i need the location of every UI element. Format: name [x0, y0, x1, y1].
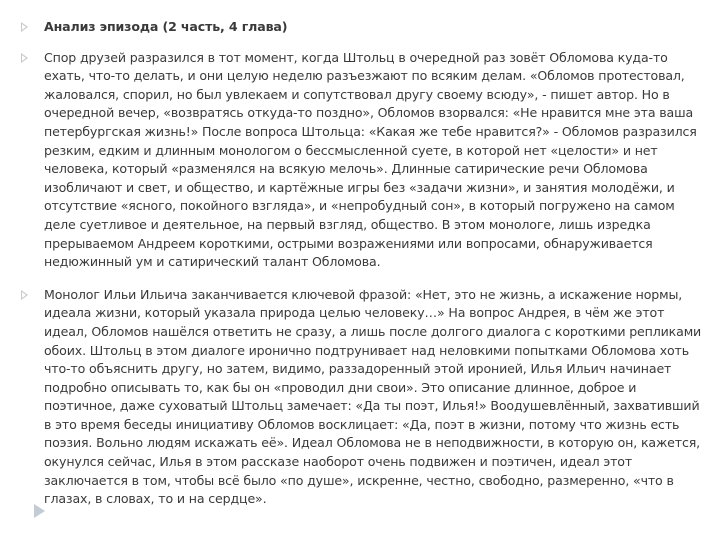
paragraph-2-text: Монолог Ильи Ильича заканчивается ключевой фразой: «Нет, это не жизнь, а искажение нормы, идеала жизни, который указала природа целью человеку…» На вопрос Андрея, в чём же этот идеал, Обломов нашёлся ответить не сразу, а лишь после долгого диалога с короткими репликами обоих. Штольц в этом диалоге иронично подтрунивает над неловкими попытками Обломова хоть что-то объяснить другу, но затем, видимо, раззадоренный этой иронией, Илья Ильич начинает подробно описывать то, как бы он «проводил дни свои». Это описание длинное, доброе и поэтичное, даже суховатый Штольц замечает: «Да ты поэт, Илья!» Воодушевлённый, захвативший в это время беседы инициативу Обломов восклицает: «Да, поэт в жизни, потому что жизнь есть поэзия. Вольно людям искажать её». Идеал Обломова не в неподвижности, в которую он, кажется, окунулся сейчас, Илья в этом рассказе наоборот очень подвижен и поэтичен, идеал этот заключается в том, чтобы всё было «по душе», искренне, честно, свободно, размеренно, «что в глазах, в словах, то и на сердце».: [44, 286, 702, 507]
bullet-arrow-icon: [21, 53, 28, 63]
paragraph-1: [18, 49, 706, 272]
bullet-arrow-icon: [21, 22, 28, 32]
paragraph-2: [18, 286, 706, 509]
next-slide-arrow-icon[interactable]: [34, 504, 45, 518]
title-text: Анализ эпизода (2 часть, 4 глава): [44, 19, 288, 34]
bullet-arrow-icon: [21, 290, 28, 300]
slide-title: [18, 18, 706, 37]
paragraph-1-text: Спор друзей разразился в тот момент, когда Штольц в очередной раз зовёт Обломова куда-то ехать, что-то делать, и они целую неделю разъезжают по всяким делам. «Обломов протестовал, жаловался, спорил, но был увлекаем и сопутствовал другу своему всюду», - пишет автор. Но в очередной вечер, «возвратясь откуда-то поздно», Обломов взорвался: «Не нравится мне эта ваша петербургская жизнь!» После вопроса Штольца: «Какая же тебе нравится?» - Обломов разразился резким, едким и длинным монологом о бессмысленной суете, в которой нет «целости» и нет человека, который «разменялся на всякую мелочь». Длинные сатирические речи Обломова изобличают и свет, и общество, и картёжные игры без «задачи жизни», и занятия молодёжи, и отсутствие «ясного, покойного взгляда», и «непробудный сон», в который погружено на самом деле суетливое и деятельное, на первый взгляд, общество. В этом монологе, лишь изредка прерываемом Андреем короткими, острыми возражениями или вопросами, обнаруживается недюжинный ум и сатирический талант Обломова.: [44, 49, 697, 270]
